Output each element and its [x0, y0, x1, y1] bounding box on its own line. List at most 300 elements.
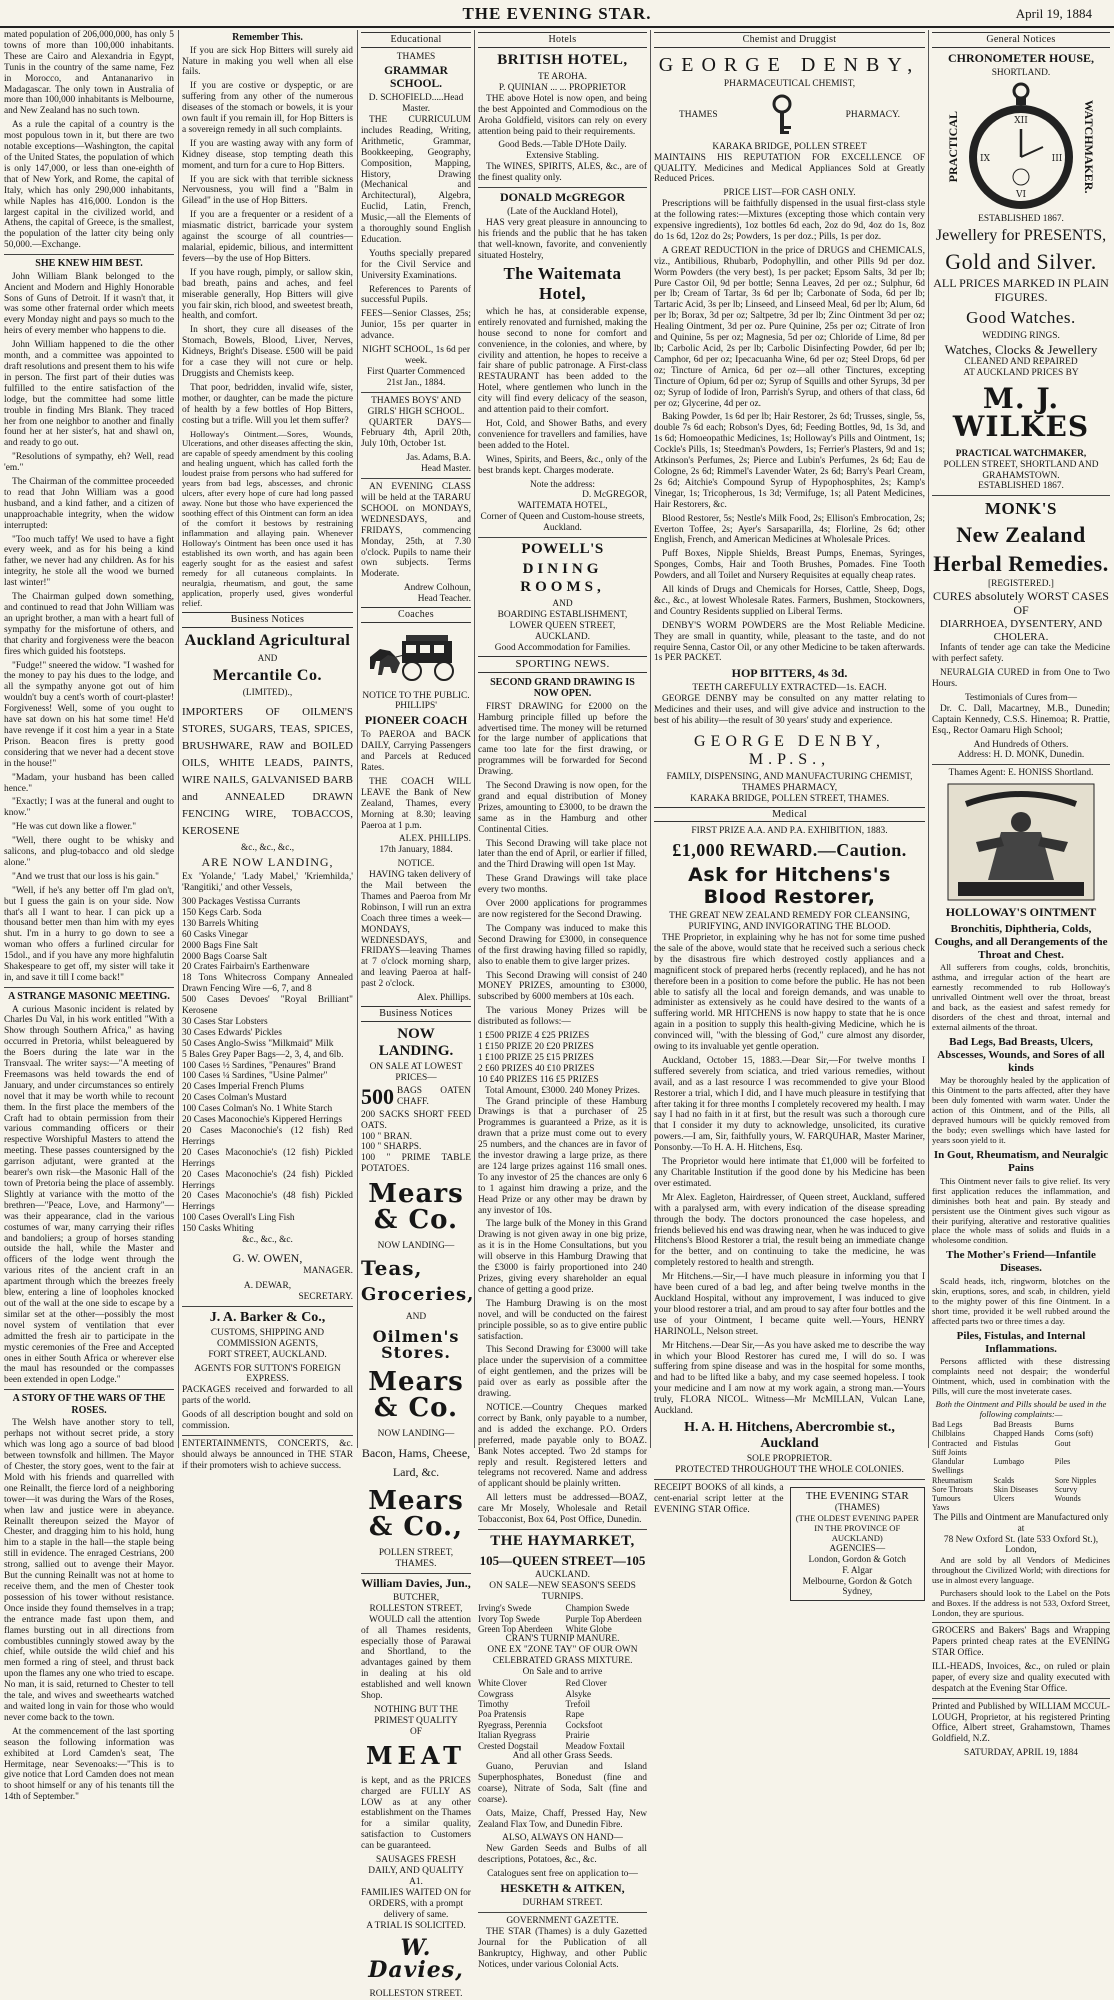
ad-text: PROTECTED THROUGHOUT THE WHOLE COLONIES.: [675, 1465, 904, 1476]
sack-item: 100 " SHARPS.: [361, 1142, 422, 1153]
ad-text: Goods of all description bought and sold on commission.: [182, 1410, 353, 1432]
condition-item: Gout: [1054, 1438, 1071, 1448]
divider: [478, 1912, 647, 1913]
ad-number: 500: [361, 1084, 394, 1110]
section-heading: SPORTING NEWS.: [478, 656, 647, 673]
ad-text: Mr Hitchens.—Dear Sir,—As you have asked me to describe the way in which your Blood Restorer has cured me, I will do so. I was suffering from spine disease and was in the hospital for some months, and had to be lifted like a baby, and my case seemed hopeless. I took your medicine and I am now at my work again, a strong man.—Yours truly, FLORA NICOL. Witness—Mr McMILLAN, Vulcan Lane, Auckland.: [654, 1340, 925, 1417]
ad-text: &c., &c., &c.,: [240, 843, 295, 854]
ad-text: The large bulk of the Money in this Grand Drawing is not given away in one big prize, as it is in the Home Consultations, but you will observe in this Hamburg Drawing that the £3000 is fairly proportioned into 240 Prizes, giving every shareholder an equal chance of getting a good prize.: [478, 1219, 647, 1295]
article-paragraph: If you are sick Hop Bitters will surely aid Nature in making you well when all else fails.: [182, 45, 353, 78]
holloway-logo: [932, 782, 1110, 920]
condition-item: Skin Diseases: [993, 1484, 1038, 1494]
ad-text: Blood Restorer, 5s; Nestle's Milk Food, 2s; Ellison's Embrocation, 2s; Everton Toffee, 2s; Ayer's Sarsaparilla, 4s; Florline, 2s 6d; other English, French, and American Medicines at Wholesale Prices.: [654, 513, 925, 546]
agency-list: [793, 1555, 923, 1599]
ad-text: This Second Drawing will take place not later than the end of April, or earlier if filled, and the Third Drawing will open 1st May.: [478, 838, 647, 871]
ad-text: POLLEN STREET, SHORTLAND AND GRAHAMSTOWN.: [943, 459, 1099, 481]
ad-title: HESKETH & AITKEN,: [500, 1881, 625, 1896]
article-paragraph: Holloway's Ointment.—Sores, Wounds, Ulcerations, and other diseases affecting the skin, are capable of speedy amendment by this cooling and healing unguent, which has called forth the loudest praise from persons who had suffered for years from bad legs, abscesses, and chronic ulcers, after every hope of cure had long passed away. None but those who have experienced the soothing effect of this Ointment can form an idea of the comfort it bestows by restraining inflammation and allaying pain. Whenever Holloway's Ointment has been once used it has established its own worth, and has again been eagerly sought for as the easiest and safest remedy for all cutaneous complaints. In neuralgia, rheumatism, and gout, the same application, properly used, gives wonderful relief.: [182, 428, 353, 608]
ad-text: PHILLIPS': [395, 701, 437, 712]
signature: ALEX. PHILLIPS.: [398, 834, 471, 845]
ad-text: This Second Drawing will consist of 240 MONEY PRIZES, amounting to £3000, subscribed by 6000 members at 10s each.: [478, 970, 647, 1003]
ad-heading: HOP BITTERS, 4s 3d.: [731, 666, 848, 681]
ad-heading: In Gout, Rheumatism, and Neuralgic Pains: [933, 1149, 1109, 1174]
ad-text: ENTERTAINMENTS, CONCERTS, &c. should always be announced in THE STAR if their promoters wish to achieve success.: [182, 1438, 353, 1471]
stock-item: 20 Cases Maconochie's (48 fish) Pickled Herrings: [182, 1191, 353, 1213]
condition-item: Tumours: [932, 1494, 961, 1504]
section-heading: General Notices: [932, 32, 1110, 48]
grass-item: White Clover: [478, 1678, 527, 1689]
ad-text: THE GREAT NEW ZEALAND REMEDY FOR CLEANSING, PURIFYING, AND INVIGORATING THE BLOOD.: [669, 911, 910, 933]
sack-item: 100 " PRIME TABLE POTATOES.: [361, 1153, 471, 1175]
grass-item: Prairie: [565, 1730, 590, 1741]
ad-title: The Waitemata Hotel,: [503, 264, 622, 304]
grass-item: Timothy: [478, 1698, 509, 1709]
article-paragraph: The Welsh have another story to tell, perhaps not without secret pride, a story which was long ago a source of bad blood between townsfolk and hillmen. The Mayor of Chester, the story goes, went to the fair at Mold with his friends and quarrelled with one Reinallt, the fierce lord of a neighboring tower—it was during the Wars of the Roses, when law and justice were in abeyance. Reinallt thereupon seized the Mayor of Chester, and dragging him to his hold, hung him to a staple in the hall—the staple being still in evidence. The enraged Cestrians, 200 strong, sallied out to avenge their Mayor. But the cunning Reinallt was not at home to receive them, and the men of Chester took possession of his tower without resistance. Once inside they found themselves in a trap; the entrance made fast upon them, and flames bursting out in all directions from combustibles cunningly stowed away by the chief, while outside the wild chief and his men formed a ring of steel, and thrust back upon the flames any one who tried to escape. No man, it is said, returned to Chester to tell the tale, and wives and sweethearts watched and waited long in vain for those who would never come back to the town.: [4, 1418, 174, 1723]
ad-text: To PAEROA and BACK DAILY, Carrying Passengers and Parcels at Reduced Rates.: [361, 730, 471, 773]
condition-item: Piles: [1054, 1457, 1071, 1467]
ad-text: Hot, Cold, and Shower Baths, and every convenience for travellers and families, have been added to the Hotel.: [478, 418, 647, 451]
divider: [654, 1479, 925, 1480]
divider: [932, 1622, 1110, 1623]
ad-text: AUCKLAND.: [535, 1570, 590, 1581]
ad-text: HAVING taken delivery of the Mail between the Thames and Paeroa from Mr Robinson, I will run an extra Coach three times a week—MONDAYS, WEDNESDAYS, and FRIDAYS—leaving Thames at 7 o'clock morning sharp, and leaving Paeroa at half-past 2 o'clock.: [361, 870, 471, 990]
column-rule: [928, 30, 929, 1448]
ad-text: And Hundreds of Others.: [973, 739, 1069, 750]
divider: [932, 764, 1110, 765]
ad-text: Scald heads, itch, ringworm, blotches on the skin, eruptions, sores, and scab, in children, yield to the mighty power of this fine Ointment. In a short time, provided it be well rubbed around the affected parts two or three times a day.: [932, 1275, 1110, 1326]
ad-title: Ask for Hitchens's Blood Restorer,: [688, 864, 891, 909]
article-paragraph: "Fudge!" sneered the widow. "I washed for the money to pay his dues to the lodge, and all the sympathy anyone got out of him wouldn't buy a cent's worth of court-plaster! Forgiveness! Well, some of you ought to have sat down on his hat some time! He'd have revenge if it cost him a year in a State Prison. Beacon fires is pretty good considering that we never had a decent stove in the house!": [4, 660, 174, 769]
column-rule: [357, 30, 358, 1448]
article-paragraph: If you are costive or dyspeptic, or are suffering from any other of the numerous diseases of the stomach or bowels, it is your own fault if you remain ill, for Hop Bitters is a sovereign remedy in all such complaints.: [182, 81, 353, 135]
seed-item: Ivory Top Swede: [478, 1613, 540, 1624]
ad-text: The various Money Prizes will be distributed as follows:—: [478, 1006, 647, 1028]
ad-text: The Proprietor would here intimate that £1,000 will be forfeited to any Charitable Institution if the good done by his Medicine has been over estimated.: [654, 1157, 925, 1189]
section-heading: Coaches: [361, 607, 471, 623]
grass-item: Ryegrass, Perennia: [478, 1719, 547, 1730]
ad-text: ESTABLISHED 1867.: [978, 214, 1064, 225]
ad-text: FAMILY, DISPENSING, AND MANUFACTURING CHEMIST,: [666, 772, 913, 782]
ad-text: WAITEMATA HOTEL,: [517, 501, 608, 512]
ad-text: Watches, Clocks & Jewellery: [944, 341, 1098, 357]
article-paragraph: In short, they cure all diseases of the Stomach, Bowels, Blood, Liver, Nerves, Kidneys, Bright's Disease. £500 will be paid for a case they will not cure or help. Druggists and Chemists keep.: [182, 325, 353, 379]
ad-text: First Quarter Commenced 21st Jan., 1884.: [367, 366, 465, 388]
agency-item: F. Algar: [842, 1565, 873, 1576]
svg-text:XII: XII: [1014, 116, 1028, 127]
ad-text: MAINTAINS HIS REPUTATION FOR EXCELLENCE OF QUALITY. Medicines and Medical Appliances Sold at Greatly Reduced Prices.: [654, 152, 925, 185]
column-6: [932, 30, 1110, 1759]
ad-text: NIGHT SCHOOL, 1s 6d per week.: [362, 345, 470, 366]
article-heading: A STORY OF THE WARS OF THE ROSES.: [12, 1393, 166, 1416]
ad-text: WOULD call the attention of all Thames residents, especially those of Parawai and Shortland, to the advantages gained by them in dealing at his old established and well known Shop.: [361, 1614, 471, 1702]
article-paragraph: "Madam, your husband has been called hence.": [4, 772, 174, 794]
divider: [182, 1306, 353, 1307]
ad-text: ALL PRICES MARKED IN PLAIN FIGURES.: [933, 276, 1109, 305]
ad-text: THE above Hotel is now open, and being the best Appointed and Commodious on the Aroha Goldfield, visitors can rely on every attention being paid to their requirements.: [478, 93, 647, 137]
conditions-list: [932, 1420, 1110, 1513]
article-paragraph: That poor, bedridden, invalid wife, sister, mother, or daughter, can be made the picture of health by a few bottles of Hop Bitters, costing but a trifle. Will you let them suffer?: [182, 382, 353, 426]
ad-text: THAMES: [396, 51, 436, 62]
ad-text: The Second Drawing is now open, for the grand and equal distribution of Money Prizes, amounting to £3000, to be drawn the same as in the Hamburg and other Continental Cities.: [478, 781, 647, 835]
ad-title: CHRONOMETER HOUSE,: [947, 50, 1094, 65]
ad-text: All kinds of Drugs and Chemicals for Horses, Cattle, Sheep, Dogs, &c., &c., at lowest Wholesale Rates. Farmers, Bushmen, Stockowners, and Country Residents supplied on Liberal Terms.: [654, 585, 925, 617]
ad-text: A GREAT REDUCTION in the price of DRUGS and CHEMICALS, viz., Antibilious, Rhubarb, Podophyllin, and other Pills 9d per doz. Worm Powders (the very best), 1s per packet; Epsom Salts, 3d per lb; Pure Castor Oil, 9d per bottle; Senna Leaves, 2d per oz.; Sulphur, 6d per lb; Cream of Tartar, 3s 6d per lb; Carbonate of Soda, 6d per lb; Tartaric Acid, 3s per lb; Linseed, and Linseed Meal, 6d per lb; Alum, 6d per lb; Borax, 3d per oz; Saltpetre, 3d per lb; Zinc Ointment 3d per oz; Healing Ointment, 3d per oz. Pure Quinine, 25s per oz; Citrate of Iron and Quinine, 5s per oz; Magnesia, 5d per oz; Chloride of Lime, 8d per lb; Carbolic Acid, 2s per lb; Carbolic Disinfecting Powder, 6d per lb; Camphor, 6d per oz; Ipecacuanha Wine, 6d per oz; Steel Drops, 6d per oz; Tincture of Arnica, 6d per oz—all other Tinctures, excepting Tincture of Opium, 6d per oz; Syrup of Squills and other Syrups, 3d per oz; Syrup of Iodide of Iron, Parrish's Syrup, and others of that class, 6d per oz; Glycerine, 4d per oz.: [654, 245, 925, 409]
ad-heading: SECOND GRAND DRAWING IS NOW OPEN.: [490, 676, 635, 700]
grass-item: Trefoil: [565, 1698, 591, 1709]
masthead: [0, 0, 1114, 28]
ad-title: Herbal Remedies.: [933, 550, 1109, 576]
coach-illustration: [361, 627, 471, 689]
condition-item: Glandular Swellings: [932, 1457, 964, 1476]
ad-text: Baking Powder, 1s 6d per lb; Hair Restorer, 2s 6d; Trusses, single, 5s, double 7s 6d each; Robson's Dyes, 6d; Feeding Bottles, 9d, 1s 3d, and 1s 6d; Homoeopathic Medicines, 1s; Holloway's Pills and Ointment, 1s; Cockle's Pills, 1s; Steedman's Powders, 1s; Ferrier's Plasters, 9d and 1s; Atkinson's Perfumes, 2s; Pierce and Lubin's Perfumes, 2s 6d; Eau de Cologne, 2s 6d; Rimmel's Lavender Water, 2s 6d; Barry's Pearl Cream, 2s 6d; Aitchie's Compound Syrup of Hypophosphites, 2s; Kamp's Vinegar, 1s; Tricopherous, 1s 3d; Vermifuge, 1s; all Patent Medicines, Hair Restorers, &c.: [654, 412, 925, 510]
ad-text: Dr. C. Dall, Macartney, M.B., Dunedin; Captain Kennedy, C.S.S. Hinemoa; R. Prattie, Esq., Rector Oamaru High School;: [932, 703, 1110, 736]
ad-heading: ARE NOW LANDING,: [201, 855, 334, 870]
svg-text:III: III: [1051, 154, 1063, 165]
ad-text: THAMES.: [395, 1559, 437, 1570]
stock-item: 100 Cases ½ Sardines, "Penaures" Brand: [182, 1060, 336, 1071]
ad-text: FORT STREET, AUCKLAND.: [208, 1349, 327, 1360]
stock-item: 20 Cases Imperial French Plums: [182, 1082, 304, 1093]
grass-item: Rape: [565, 1709, 584, 1720]
stock-item: 50 Cases Anglo-Swiss "Milkmaid" Milk: [182, 1038, 334, 1049]
ad-title: New Zealand: [956, 522, 1086, 548]
ad-text: AN EVENING CLASS will be held at the TARARU SCHOOL on MONDAYS, WEDNESDAYS, and FRIDAYS, commencing Monday, 25th, at 7.30 o'clock. Pupils to name their own subjects. Terms Moderate.: [361, 482, 471, 580]
key-icon: [768, 94, 796, 138]
article-paragraph: If you are sick with that terrible sickness Nervousness, you will find a "Balm in Gilead" in the use of Hop Bitters.: [182, 174, 353, 207]
stock-item: 20 Cases Maconochie's Kippered Herrings: [182, 1115, 342, 1126]
ad-title: H. A. H. Hitchens, Abercrombie st., Auckland: [684, 1419, 895, 1452]
ad-text: AND: [257, 653, 278, 664]
article-paragraph: If you are wasting away with any form of Kidney disease, stop tempting death this moment, and turn for a cure to Hop Bitters.: [182, 138, 353, 171]
ad-heading: Bad Legs, Bad Breasts, Ulcers, Abscesses, Wounds, and Sores of all kinds: [937, 1036, 1105, 1074]
ad-text: OF: [410, 1726, 422, 1737]
ad-text: All letters must be addressed—BOAZ, care Mr Mosely, Wholesale and Retail Tobacconist, Box 64, Post Office, Dunedin.: [478, 1493, 647, 1526]
signature-title: MANAGER.: [303, 1265, 353, 1276]
signature: Andrew Colhoun,: [403, 583, 471, 594]
article-paragraph: The Chairman of the committee proceeded to read that John William was a good husband, and a kind father, and a citizen of unapproachable integrity, when the widow interrupted:: [4, 477, 174, 531]
ad-text: Youths specially prepared for the Civil Service and University Examinations.: [361, 248, 471, 281]
ad-title: PIONEER COACH: [364, 713, 468, 728]
condition-item: Contracted and Stiff Joints: [932, 1438, 988, 1457]
grass-item: Italian Ryegrass: [478, 1730, 536, 1741]
ad-heading: GOVERNMENT GAZETTE.: [506, 1915, 619, 1926]
prize-row: 10 £40 PRIZES 116 £5 PRIZES: [478, 1074, 599, 1085]
ad-title: £1,000 REWARD.—Caution.: [672, 840, 907, 861]
ad-text: ALSO, ALWAYS ON HAND—: [502, 1833, 623, 1844]
condition-item: Bad Breasts: [993, 1420, 1032, 1430]
ad-text: BAGS OATEN CHAFF.: [397, 1086, 471, 1107]
ad-text: And all other Grass Seeds.: [512, 1751, 613, 1762]
condition-item: Ulcers: [993, 1494, 1015, 1504]
ad-title: 105—QUEEN STREET—105: [479, 1553, 646, 1569]
ad-text: References to Parents of successful Pupils.: [361, 284, 471, 306]
ad-text: FIRST PRIZE A.A. AND P.A. EXHIBITION, 1883.: [691, 826, 888, 837]
bottom-notices: [654, 1483, 925, 1605]
signature-title: SECRETARY.: [298, 1291, 353, 1302]
ad-text: On Sale and to arrive: [522, 1667, 603, 1678]
ad-title: Good Watches.: [966, 308, 1076, 328]
svg-text:VI: VI: [1015, 190, 1027, 201]
ad-text: Catalogues sent free on application to—: [487, 1869, 638, 1880]
stock-item: 500 Cases Devoes' "Royal Brilliant" Kerosene: [182, 995, 353, 1017]
article-paragraph: John William Blank belonged to the Ancient and Modern and Highly Honorable Sons of Guns of Detroit. If it wasn't that, it was some other fraternal order which meets every Monday night and pays so much to the heirs of every member who happens to die.: [4, 271, 174, 337]
agency-item: Sydney,: [842, 1587, 873, 1598]
ad-text: POLLEN STREET,: [378, 1548, 454, 1559]
grass-item: Meadow Foxtail: [565, 1740, 625, 1751]
ad-text: AND: [552, 599, 573, 610]
ad-text: WATCHMAKER.: [1081, 99, 1096, 194]
ad-text: KARAKA BRIDGE, POLLEN STREET: [712, 141, 867, 152]
ad-text: All sufferers from coughs, colds, bronchitis, asthma, and irregular action of the heart are earnestly recommended to rub Holloway's unrivalled Ointment well over the throat, breast and back, as the easiest and safest remedy for disorders of the chest and throat, internal and external ailments of the throat.: [932, 962, 1110, 1033]
stock-item: 20 Cases Maconochie's (12 fish) Pickled Herrings: [182, 1147, 353, 1169]
ad-text: NOW LANDING—: [377, 1428, 455, 1439]
ad-text: Over 2000 applications for programmes are now registered for the Second Drawing.: [478, 899, 647, 920]
signature: A. DEWAR,: [243, 1280, 292, 1291]
ad-title: Auckland Agricultural: [184, 631, 351, 649]
ad-text: NOTICE.—Country Cheques marked correct by Bank, only payable to a number, and is added the exchange. P.O. Orders preferred, made payable only to BOAZ. Bank Notes accepted. Two 2d stamps for reply and result. Registered letters and telegrams not recovered. Name and address of applicant should be plainly written.: [478, 1402, 647, 1490]
ad-text: (LIMITED).,: [242, 688, 293, 699]
ad-text: WEDDING RINGS.: [982, 330, 1060, 341]
divider: [478, 187, 647, 188]
column-5: [654, 30, 926, 1598]
article-paragraph: "Exactly; I was at the funeral and ought to know.": [4, 797, 174, 819]
ad-title: Groceries,: [361, 1284, 475, 1306]
sack-item: 100 " BRAN.: [361, 1131, 412, 1142]
divider: [361, 478, 471, 479]
stock-item: 20 Crates Fairbairn's Earthenware: [182, 962, 310, 973]
ad-title: GEORGE DENBY,: [658, 53, 921, 76]
grass-item: Cocksfoot: [565, 1719, 603, 1730]
condition-item: Chapped Hands: [993, 1429, 1045, 1439]
divider: [4, 254, 174, 255]
stock-item: 30 Cases Edwards' Pickles: [182, 1027, 282, 1038]
ad-text: SOLE PROPRIETOR.: [746, 1454, 833, 1465]
signature-title: Head Teacher.: [417, 594, 471, 605]
ad-text: IMPORTERS OF OILMEN'S STORES, SUGARS, TEAS, SPICES, BRUSHWARE, RAW and BOILED OILS, WHITE LEADS, PAINTS, WIRE NAILS, GALVANISED BARB and ANNEALED DRAWN FENCING WIRE, TOBACCOS, KEROSENE: [182, 705, 353, 838]
column-2: [182, 30, 353, 1471]
allegorical-figure-icon: [946, 782, 1096, 902]
seed-item: Irving's Swede: [478, 1603, 532, 1614]
newspaper-title: THE EVENING STAR.: [462, 4, 652, 23]
condition-item: Lumbago: [993, 1457, 1024, 1467]
ad-text: AGENTS FOR SUTTON'S FOREIGN EXPRESS.: [194, 1363, 341, 1385]
sack-item: 200 SACKS SHORT FEED OATS.: [361, 1109, 471, 1131]
ad-heading: THAMES BOYS' AND GIRLS' HIGH SCHOOL.: [367, 395, 465, 417]
article-paragraph: mated population of 206,000,000, has only 5 towns of more than 100,000 inhabitants. These are Cairo and Alexandria in Egypt, Tunis in the country of the same name, Fez in Morocco, and Antananarivo in Madagascar. The only town in Australia of more than 100,000 inhabitants is Melbourne, and New Zealand has no such town.: [4, 30, 174, 117]
stock-item: 100 Cases ¼ Sardines, "Usine Palmer": [182, 1071, 328, 1082]
ad-text: Total Amount, £3000. 240 Money Prizes.: [484, 1085, 641, 1096]
article-paragraph: John William happened to die the other month, and a committee was appointed to draft resolutions and present them to his wife in person. The first part of their duties was fulfilled to the entire satisfaction of the lodge, but the committee had some little trouble in finding Mrs Blank. They traced her from one neighbor to another and finally found her at her sister's, hat and shawl on, and ready to go out.: [4, 340, 174, 449]
ad-text: Mr Hitchens.—Sir,—I have much pleasure in informing you that I have been cured of a bad leg, and after being twelve months in the Auckland Hospital, without any improvement, I was induced to give your blood restorer a trial, and am proud to say after four bottles and the use of your Ointment, I became quite well.—Yours, HENRY HARINOLL, Nelson street.: [654, 1272, 926, 1337]
ad-title: M. J. WILKES: [952, 381, 1090, 443]
divider: [478, 1529, 647, 1530]
prize-row: 2 £60 PRIZES 40 £10 PRIZES: [478, 1063, 595, 1074]
prize-row: 1 £150 PRIZE 20 £20 PRIZES: [478, 1041, 594, 1052]
ad-text: TE AROHA.: [538, 71, 587, 82]
imprint: Printed and Published by WILLIAM MCCUL-LOUGH, Proprietor, at his registered Printing Office, Albert street, Grahamstown, Thames Goldfield, N.Z.: [932, 1701, 1110, 1745]
column-4: [478, 30, 647, 1970]
grass-item: Cowgrass: [478, 1688, 514, 1699]
ad-text: (THAMES): [834, 1502, 880, 1513]
condition-item: Scurvy: [1054, 1484, 1078, 1494]
stock-item: 300 Packages Vestissa Currants: [182, 896, 301, 907]
article-paragraph: "Well, there ought to be whisky and salicons, and plug-tobacco and old sledge alone.": [4, 836, 174, 868]
ad-text: AT AUCKLAND PRICES BY: [963, 367, 1079, 378]
ad-text: Guano, Peruvian and Island Superphosphates, Bonedust (fine and coarse), Nitrate of Soda, Salt (fine and coarse).: [478, 1762, 647, 1805]
coach-icon: [366, 627, 466, 685]
ad-text: CURES absolutely WORST CASES OF: [933, 588, 1109, 617]
grass-item: Crested Dogstail: [478, 1740, 539, 1751]
stock-item: 20 Cases Colman's Mustard: [182, 1093, 287, 1104]
ad-text: These Grand Drawings will take place every two months.: [478, 874, 647, 896]
ad-text: PACKAGES received and forwarded to all parts of the world.: [182, 1385, 353, 1407]
stock-item: 20 Cases Maconochie's (12 fish) Red Herrings: [182, 1126, 353, 1147]
ad-text: QUARTER DAYS—February 4th, April 20th, July 10th, October 1st.: [361, 417, 471, 450]
ad-text: BUTCHER,: [392, 1592, 440, 1603]
ad-title: GRAMMAR SCHOOL.: [384, 64, 448, 90]
divider: [361, 392, 471, 393]
ad-heading: CRAN'S TURNIP MANURE.: [505, 1634, 620, 1645]
stock-item: 150 Kegs Carb. Soda: [182, 907, 262, 918]
signature: Jas. Adams, B.A.: [406, 453, 471, 464]
ad-title: Gold and Silver.: [945, 248, 1097, 274]
ad-text: D. SCHOFIELD.....Head Master.: [368, 93, 464, 115]
ad-text: PHARMACY.: [845, 110, 900, 121]
ad-text: 17th January, 1884.: [379, 845, 453, 856]
ad-text: NOW LANDING—: [377, 1241, 455, 1252]
ad-title: Mears & Co.: [368, 1366, 464, 1423]
ad-text: (Late of the Auckland Hotel),: [507, 206, 618, 217]
ad-text: AND: [405, 1312, 427, 1323]
ad-title: BRITISH HOTEL,: [497, 51, 628, 68]
article-paragraph: If you are a frequenter or a resident of a miasmatic district, barricade your system against the scourge of all countries—malarial, epidemic, bilious, and intermittent fevers—by the use of Hop Bitters.: [182, 210, 353, 264]
ad-text: THE CURRICULUM includes Reading, Writing, Arithmetic, Grammar, Bookkeeping, Geography, Composition, Mapping, History, Drawing (Mechanical and Architectural), Algebra, Euclid, Latin, French, Music,—all the Elements of a thoroughly sound English Education.: [361, 114, 471, 245]
grass-item: Poa Pratensis: [478, 1709, 527, 1720]
ad-title: DONALD McGREGOR: [500, 190, 625, 205]
stock-item: 150 Casks Whiting: [182, 1224, 254, 1235]
grass-list: [478, 1678, 647, 1751]
ad-text: SHORTLAND.: [991, 67, 1051, 78]
section-heading: Medical: [654, 807, 925, 823]
article-paragraph: "He was cut down like a flower.": [12, 822, 137, 833]
ad-text: Note the address:: [529, 479, 596, 490]
ad-heading: Bronchitis, Diphtheria, Colds, Coughs, and all Derangements of the Throat and Chest.: [934, 923, 1108, 961]
ad-text: NOTICE TO THE PUBLIC.: [362, 690, 470, 701]
stock-item: 2000 Bags Coarse Salt: [182, 951, 268, 962]
ad-text: HAS very great pleasure in announcing to his friends and the public that he has taken that well-known, favorite, and conveniently situated Hostelry,: [478, 217, 647, 261]
article-heading: Remember This.: [232, 32, 303, 43]
stock-list: [182, 897, 353, 1235]
ad-text: TEETH CAREFULLY EXTRACTED—1s. EACH.: [692, 683, 887, 694]
ad-text: The Pills and Ointment are Manufactured only at: [933, 1512, 1109, 1534]
ad-text: The WINES, SPIRITS, ALES, &c., are of the finest quality only.: [478, 162, 647, 184]
section-heading: Chemist and Druggist: [654, 32, 925, 48]
stock-item: 100 Cases Overall's Ling Fish: [182, 1213, 295, 1224]
ad-text: BOARDING ESTABLISHMENT,: [497, 610, 628, 621]
ad-text: Mr Alex. Eagleton, Hairdresser, of Queen street, Auckland, suffered with a paralysed arm, with every indication of the disease spreading through the body. The doctors pronounced the case hopeless, and friends believed his end was drawing near, when he was induced to give Hitchens's Blood Restorer a trial, the result being an immediate change for the better, and on continuing to take the medicine, he was completely restored to health and strength.: [654, 1192, 925, 1269]
ad-text: PHARMACEUTICAL CHEMIST,: [723, 78, 856, 89]
ad-title: Teas,: [361, 1256, 423, 1281]
star-agencies-box: [790, 1487, 926, 1601]
ad-text: THAMES: [679, 110, 718, 121]
article-paragraph: "And we trust that our loss is his gain.": [12, 871, 159, 882]
ad-text: Bacon, Hams, Cheese, Lard, &c.: [361, 1445, 471, 1480]
ad-text: DENBY'S WORM POWDERS are the Most Reliable Medicine. They are small in quantity, while, pleasant to the taste, and do not require Senna, Castor Oil, or any other Medicine to be taken afterwards. 1s PER PACKET.: [654, 620, 925, 664]
ad-title: William Davies, Jun.,: [361, 1576, 471, 1591]
signature-title: Head Master.: [421, 464, 471, 475]
condition-item: Bad Legs: [932, 1420, 963, 1430]
ad-heading: Piles, Fistulas, and Internal Inflammations.: [956, 1329, 1086, 1355]
column-rule: [650, 30, 651, 1448]
ad-text: ROLLESTON STREET,: [369, 1603, 463, 1614]
ad-text: ROLLESTON STREET.: [369, 1989, 463, 2000]
agency-item: Melbourne, Gordon & Gotch: [802, 1576, 912, 1587]
condition-item: Fistulas: [993, 1438, 1019, 1448]
ad-text: The Company was induced to make this Second Drawing for £3000, in consequence of the first drawing having filled so rapidly, also to enable them to give larger prizes.: [478, 923, 647, 967]
imprint-date: SATURDAY, APRIL 19, 1884: [964, 1748, 1078, 1759]
stock-item: 60 Casks Vinegar: [182, 929, 248, 940]
ad-text: PRACTICAL: [946, 110, 961, 183]
ad-title: J. A. Barker & Co.,: [209, 1309, 326, 1325]
divider: [4, 1389, 174, 1390]
ad-title: NOW LANDING.: [378, 1025, 454, 1059]
ad-text: NOTHING BUT THE PRIMEST QUALITY: [373, 1705, 459, 1726]
condition-item: Yaws: [932, 1503, 950, 1513]
divider: [361, 1573, 471, 1574]
ad-text: May be thoroughly healed by the application of this Ointment to the parts affected, after they have been duly fomented with warm water. Under the action of this Ointment, and of the Pills, all depraved humours will be quickly removed from the body; even swellings which have lasted for years soon yield to it.: [932, 1075, 1110, 1146]
ad-text: This Ointment never fails to give relief. Its very first application reduces the inflammation, and diminishes both heat and pain. By steady and persistent use the Ointment gives such vigour as their purifying, alterative and restorative qualities place the whole mass of solids and fluids in a wholesome condition.: [932, 1175, 1110, 1246]
article-paragraph: "Too much taffy! We used to have a fight every week, and as for his being a kind father, we never had any children. As for his integrity, he stole all the wood we burned last winter!": [4, 534, 174, 589]
article-paragraph: As a rule the capital of a country is the most populous town in it, but there are two notable exceptions—Washington, the capital of the United States, the population of which is only 147,000, or less than one-eighth of that of New York, and Rome, the capital of Italy, which has only 290,000 inhabitants, while Naples has 416,000. London is the largest capital in the civilized world, and Athens, the capital of Greece, is the smallest, the population of the latter city being only 50,000.—Exchange.: [4, 120, 174, 251]
agency-item: London, Gordon & Gotch: [808, 1554, 906, 1565]
stock-item: 30 Cases Star Lobsters: [182, 1016, 268, 1027]
ad-text: FIRST DRAWING for £2000 on the Hamburg principle filled up before the advertised time. The money will be returned for the large number of applications that came too late for the first drawing, or programmes will be forwarded for Second Drawing.: [478, 701, 647, 778]
pharmacy-banner: [654, 94, 925, 138]
ad-text: GEORGE DENBY may be consulted on any matter relating to Medicines and their uses, and will give advice and instruction to the best of his ability—the result of 30 years' study and experience.: [654, 694, 925, 726]
ad-text: NEURALGIA CURED in from One to Two Hours.: [932, 668, 1110, 690]
ad-text: 78 New Oxford St. (late 533 Oxford St.), London,: [943, 1534, 1099, 1556]
seed-item: Champion Swede: [565, 1603, 630, 1614]
column-3: [361, 30, 475, 2000]
ad-text: THE Proprietor, in explaining why he has not for some time pushed the sale of the above, would state that he received such a serious check by the disastrous fire which destroyed costly appliances and a magnificent stock of prepared herbs (recently replaced), and he has not therefore been in a position to come before the public. He has not been able to satisfy all the local and foreign demands, and was unable to administer as extensively as he could have desired to the wants of a suffering world. MR HITCHENS is now happy to state that he is once again in a position to supply this health-giving Medicine, which he is convinced will, "with the blessing of God," cure almost any disorder, owing to its invaluable yet gentle operation.: [654, 932, 925, 1053]
watch-banner: [932, 81, 1110, 211]
ad-text: The Grand principle of these Hamburg Drawings is that a purchaser of 25 Programmes is guaranteed a Prize, as it is drawn that a prize must come out to every 25 numbers, and the chances are in favor of the investor drawing a large prize, as there are 124 large prizes against 116 small ones. To any investor of 25 the chances are only 6 to 1 against him drawing a prize, and the Head Prize or any other may be drawn by any investor of 10s.: [478, 1096, 647, 1216]
article-paragraph: The Chairman gulped down something, and continued to read that John William was an upright brother, a man with a heart full of sympathy for the misfortune of others, and that charity and forgiveness were the beacon fires which guided his footsteps.: [4, 592, 174, 657]
ad-text: THE STAR (Thames) is a duly Gazetted Journal for the Publication of all Bankruptcy, Highway, and other Public Notices, under various Colonial Acts.: [478, 1926, 647, 1970]
ad-text: FAMILIES WAITED ON for ORDERS, with a prompt delivery of same.: [361, 1887, 471, 1920]
ad-text: And are sold by all Vendors of Medicines throughout the Civilized World; with directions for use in almost every language.: [932, 1555, 1110, 1586]
ad-text: ON SALE—NEW SEASON'S SEEDS TURNIPS.: [489, 1581, 636, 1603]
prize-list: [478, 1031, 647, 1086]
stock-item: 2000 Bags Fine Salt: [182, 940, 258, 951]
stock-item: 18 Tons Whitecross Company Annealed Drawn Fencing Wire —6, 7, and 8: [182, 973, 353, 995]
ad-text: AGENCIES—: [829, 1543, 886, 1554]
stock-item: 20 Cases Maconochie's (24 fish) Pickled Herrings: [182, 1169, 353, 1191]
article-heading: A STRANGE MASONIC MEETING.: [8, 990, 170, 1002]
grass-item: Alsyke: [565, 1688, 591, 1699]
ad-text: FEES—Senior Classes, 25s; Junior, 15s per quarter in advance.: [361, 309, 471, 342]
section-heading: Hotels: [478, 32, 647, 48]
ad-text: A TRIAL IS SOLICITED.: [366, 1920, 466, 1931]
seed-item: Purple Top Aberdeen: [565, 1613, 642, 1624]
ad-text: &c., &c., &c.: [242, 1235, 293, 1246]
pocket-watch-icon: [965, 81, 1077, 211]
ad-title: W. Davies,: [368, 1935, 464, 1984]
ad-text: CLEANED AND REPAIRED: [964, 356, 1078, 367]
ad-text: Prescriptions will be faithfully dispensed in the usual first-class style at the following rates:—Mixtures (excepting those which contain very expensive ingredients), 1oz bottles 6d each, 2oz do 9d, 4oz do 1s, 8oz do 1s 6d, 12oz do 2s; Powders, 1s per doz.; Pills, 1s per doz.: [654, 199, 925, 242]
ad-title: MEAT: [365, 1740, 467, 1770]
oaten-chaff-line: [361, 1084, 471, 1110]
